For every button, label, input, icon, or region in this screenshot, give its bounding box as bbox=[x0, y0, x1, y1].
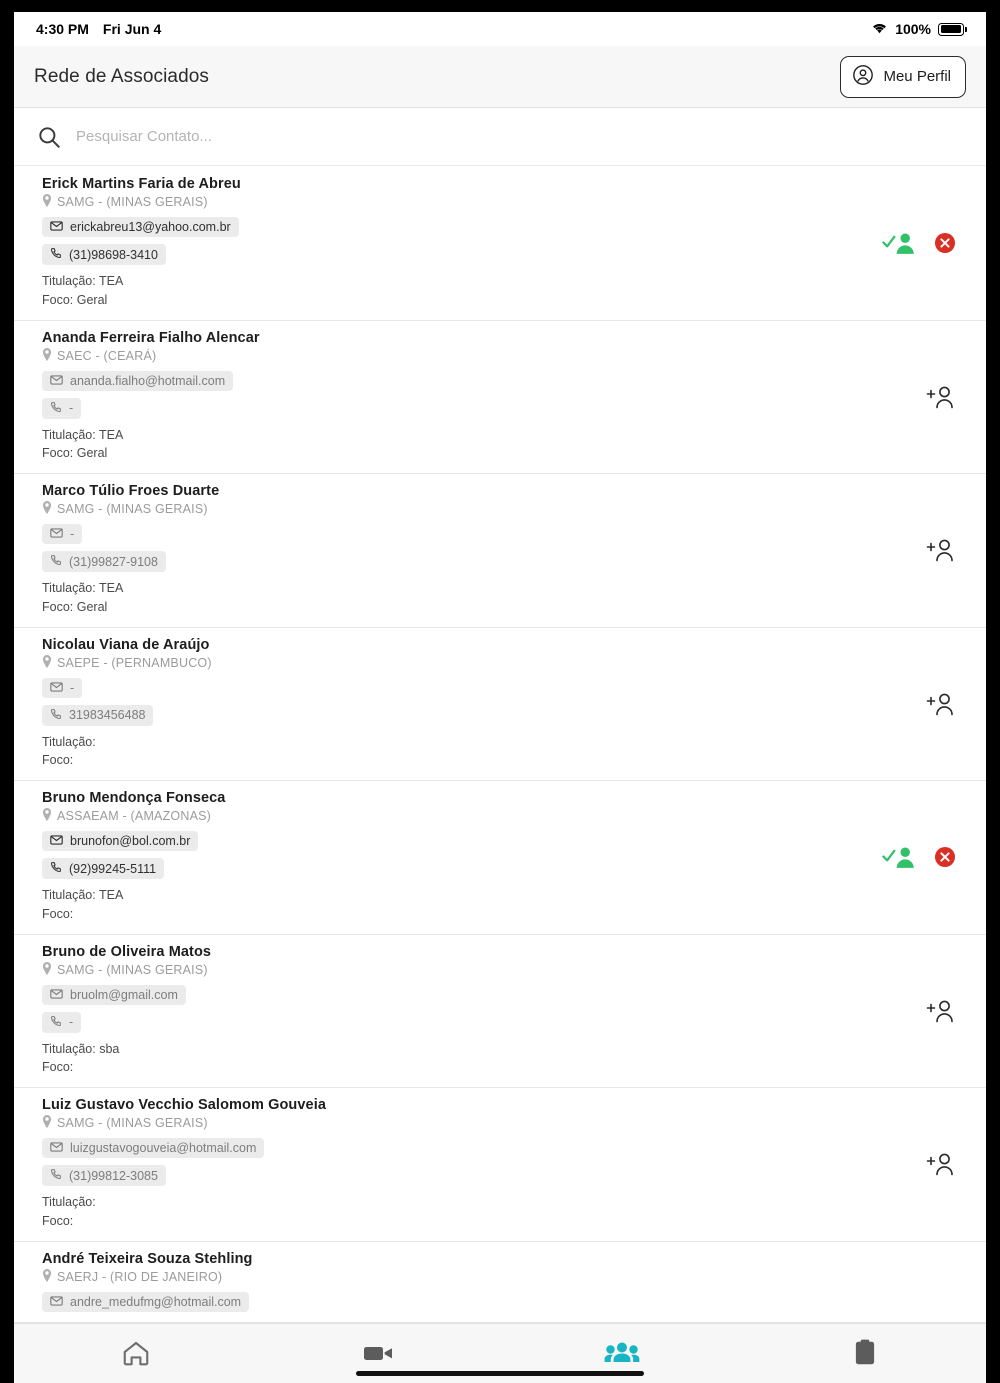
contact-email-chip[interactable] bbox=[42, 1138, 264, 1158]
remove-contact-icon[interactable] bbox=[934, 232, 956, 254]
contact-row[interactable] bbox=[14, 1088, 986, 1242]
contact-location bbox=[42, 1115, 964, 1131]
contact-location-label: SAMG - (MINAS GERAIS) bbox=[57, 1116, 208, 1130]
contact-foco: Foco: Geral bbox=[42, 599, 108, 614]
contact-phone-label: (92)99245-5111 bbox=[69, 861, 157, 876]
mail-icon bbox=[50, 374, 63, 388]
contact-name: Ananda Ferreira Fialho Alencar bbox=[42, 329, 260, 346]
contact-email-row bbox=[42, 1285, 964, 1312]
contact-actions bbox=[882, 230, 956, 256]
contact-email-row bbox=[42, 210, 964, 237]
search-bar bbox=[14, 108, 986, 166]
contact-location bbox=[42, 808, 964, 824]
contact-email-row bbox=[42, 517, 964, 544]
contact-phone-label: (31)99812-3085 bbox=[69, 1168, 158, 1183]
contact-location bbox=[42, 1269, 964, 1285]
contact-name: Luiz Gustavo Vecchio Salomom Gouveia bbox=[42, 1097, 327, 1113]
contact-titulacao: Titulação: TEA bbox=[42, 274, 124, 288]
contact-email-label: ananda.fialho@hotmail.com bbox=[70, 373, 226, 388]
contact-meta bbox=[42, 272, 964, 310]
contact-phone-chip[interactable] bbox=[42, 1165, 166, 1186]
contact-phone-row bbox=[42, 851, 964, 879]
my-profile-button[interactable] bbox=[840, 56, 966, 98]
wifi-icon bbox=[871, 21, 888, 37]
tab-bar bbox=[14, 1323, 986, 1383]
mail-icon bbox=[50, 527, 63, 541]
contact-location bbox=[42, 501, 964, 517]
contact-meta bbox=[42, 733, 964, 771]
status-time: 4:30 PM bbox=[36, 21, 89, 37]
status-bar-left bbox=[36, 21, 161, 37]
contact-foco: Foco: bbox=[42, 1213, 74, 1228]
contact-phone-label: - bbox=[69, 401, 74, 415]
contact-phone-chip[interactable] bbox=[42, 858, 164, 879]
phone-icon bbox=[50, 401, 62, 416]
contact-phone-row bbox=[42, 1158, 964, 1186]
contact-row[interactable] bbox=[14, 166, 986, 321]
mail-icon bbox=[50, 220, 63, 234]
remove-contact-icon[interactable] bbox=[934, 846, 956, 868]
contact-phone-chip[interactable] bbox=[42, 551, 166, 572]
contact-row[interactable] bbox=[14, 628, 986, 782]
tab-network[interactable] bbox=[500, 1340, 743, 1366]
contact-email-chip[interactable] bbox=[42, 985, 186, 1005]
contact-titulacao: Titulação: sba bbox=[42, 1041, 120, 1056]
contact-location-label: SAMG - (MINAS GERAIS) bbox=[57, 502, 208, 516]
contact-email-label: luizgustavogouveia@hotmail.com bbox=[70, 1141, 257, 1155]
contact-location bbox=[42, 655, 964, 671]
contact-list[interactable] bbox=[14, 166, 986, 1323]
contact-foco: Foco: bbox=[42, 906, 74, 921]
screen bbox=[14, 12, 986, 1322]
contact-foco: Foco: bbox=[42, 753, 74, 768]
contact-email-label: brunofon@bol.com.br bbox=[70, 834, 191, 848]
contact-email-chip[interactable] bbox=[42, 524, 82, 544]
mail-icon bbox=[50, 681, 63, 695]
contact-email-chip[interactable] bbox=[42, 217, 239, 237]
contact-titulacao: Titulação: bbox=[42, 734, 96, 749]
contact-phone-row bbox=[42, 391, 964, 419]
contact-titulacao: Titulação: TEA bbox=[42, 888, 124, 902]
contact-email-label: bruolm@gmail.com bbox=[70, 987, 178, 1002]
contact-phone-label: (31)98698-3410 bbox=[69, 247, 158, 262]
contact-phone-row bbox=[42, 237, 964, 265]
mail-icon bbox=[50, 834, 63, 848]
contact-email-row bbox=[42, 824, 964, 851]
contact-email-label: - bbox=[70, 680, 75, 695]
contact-location-label: SAMG - (MINAS GERAIS) bbox=[57, 195, 208, 209]
contact-name: Marco Túlio Froes Duarte bbox=[42, 483, 220, 499]
add-contact-icon[interactable] bbox=[926, 1150, 956, 1178]
mail-icon bbox=[50, 988, 63, 1002]
contact-phone-label: (31)99827-9108 bbox=[69, 554, 158, 569]
contact-location bbox=[42, 348, 964, 364]
contact-phone-row bbox=[42, 698, 964, 726]
phone-icon bbox=[50, 708, 62, 723]
contact-name: Bruno Mendonça Fonseca bbox=[42, 790, 226, 806]
contact-location-label: SAEC - (CEARÁ) bbox=[57, 348, 157, 363]
add-contact-icon[interactable] bbox=[926, 383, 956, 411]
contact-location-label: ASSAEAM - (AMAZONAS) bbox=[57, 809, 212, 823]
contact-meta bbox=[42, 1193, 964, 1231]
location-pin-icon bbox=[42, 962, 52, 978]
phone-icon bbox=[50, 1015, 62, 1030]
phone-icon bbox=[50, 554, 62, 569]
home-indicator bbox=[356, 1371, 644, 1376]
contact-foco: Foco: Geral bbox=[42, 292, 108, 307]
contact-email-row bbox=[42, 671, 964, 698]
contact-phone-row bbox=[42, 544, 964, 572]
connected-check-icon[interactable] bbox=[882, 844, 918, 870]
contact-name: Erick Martins Faria de Abreu bbox=[42, 176, 241, 192]
tab-home[interactable] bbox=[14, 1338, 257, 1368]
contact-name: Nicolau Viana de Araújo bbox=[42, 636, 210, 653]
contact-location bbox=[42, 194, 964, 210]
status-date: Fri Jun 4 bbox=[102, 21, 162, 37]
contact-row[interactable] bbox=[14, 1242, 986, 1323]
contact-meta bbox=[42, 579, 964, 617]
contact-name: Bruno de Oliveira Matos bbox=[42, 943, 212, 960]
battery-icon bbox=[938, 23, 964, 36]
location-pin-icon bbox=[42, 194, 52, 210]
contact-location-label: SAEPE - (PERNAMBUCO) bbox=[57, 655, 212, 670]
contact-email-row bbox=[42, 364, 964, 391]
contact-foco: Foco: Geral bbox=[42, 446, 108, 461]
contact-titulacao: Titulação: bbox=[42, 1195, 96, 1209]
contact-titulacao: Titulação: TEA bbox=[42, 581, 124, 595]
contact-actions bbox=[926, 690, 956, 718]
contact-phone-label: 31983456488 bbox=[69, 708, 146, 722]
status-bar bbox=[14, 12, 986, 46]
status-bar-right bbox=[871, 21, 964, 37]
search-icon bbox=[36, 124, 62, 150]
contact-email-label: andre_medufmg@hotmail.com bbox=[70, 1294, 242, 1309]
contact-actions bbox=[926, 383, 956, 411]
contact-titulacao: Titulação: TEA bbox=[42, 427, 124, 442]
contact-meta bbox=[42, 426, 964, 464]
contact-actions bbox=[926, 536, 956, 564]
contact-actions bbox=[926, 997, 956, 1025]
contact-location-label: SAERJ - (RIO DE JANEIRO) bbox=[57, 1269, 223, 1284]
battery-percent: 100% bbox=[895, 21, 931, 37]
contact-email-row bbox=[42, 978, 964, 1005]
add-contact-icon[interactable] bbox=[926, 536, 956, 564]
phone-icon bbox=[50, 247, 62, 262]
contact-email-row bbox=[42, 1131, 964, 1158]
location-pin-icon bbox=[42, 1269, 52, 1285]
tab-video[interactable] bbox=[257, 1341, 500, 1365]
contact-phone-chip[interactable] bbox=[42, 1012, 81, 1033]
contact-phone-chip[interactable] bbox=[42, 244, 166, 265]
contact-name: André Teixeira Souza Stehling bbox=[42, 1250, 253, 1267]
mail-icon bbox=[50, 1141, 63, 1155]
location-pin-icon bbox=[42, 655, 52, 671]
phone-icon bbox=[50, 861, 62, 876]
contact-row[interactable] bbox=[14, 321, 986, 475]
contact-email-chip[interactable] bbox=[42, 1292, 249, 1312]
location-pin-icon bbox=[42, 1115, 52, 1131]
mail-icon bbox=[50, 1295, 63, 1309]
contact-phone-chip[interactable] bbox=[42, 705, 153, 726]
contact-email-chip[interactable] bbox=[42, 678, 82, 698]
page-title: Rede de Associados bbox=[34, 65, 210, 87]
contact-actions bbox=[882, 844, 956, 870]
contact-meta bbox=[42, 886, 964, 924]
contact-email-chip[interactable] bbox=[42, 831, 198, 851]
my-profile-label: Meu Perfil bbox=[883, 68, 951, 85]
tab-reports[interactable] bbox=[743, 1338, 986, 1368]
location-pin-icon bbox=[42, 501, 52, 517]
connected-check-icon[interactable] bbox=[882, 230, 918, 256]
contact-email-label: - bbox=[70, 527, 75, 541]
location-pin-icon bbox=[42, 808, 52, 824]
person-circle-icon bbox=[852, 64, 874, 90]
contact-foco: Foco: bbox=[42, 1060, 74, 1075]
add-contact-icon[interactable] bbox=[926, 690, 956, 718]
contact-meta bbox=[42, 1040, 964, 1078]
search-input[interactable] bbox=[76, 128, 964, 145]
add-contact-icon[interactable] bbox=[926, 997, 956, 1025]
contact-location-label: SAMG - (MINAS GERAIS) bbox=[57, 962, 208, 977]
contact-phone-chip[interactable] bbox=[42, 398, 81, 419]
contact-row[interactable] bbox=[14, 935, 986, 1089]
location-pin-icon bbox=[42, 348, 52, 364]
contact-row[interactable] bbox=[14, 781, 986, 935]
contact-row[interactable] bbox=[14, 474, 986, 628]
contact-email-label: erickabreu13@yahoo.com.br bbox=[70, 220, 231, 234]
contact-location bbox=[42, 962, 964, 978]
app-header bbox=[14, 46, 986, 108]
contact-actions bbox=[926, 1150, 956, 1178]
contact-email-chip[interactable] bbox=[42, 371, 233, 391]
contact-phone-row bbox=[42, 1005, 964, 1033]
phone-icon bbox=[50, 1168, 62, 1183]
contact-phone-label: - bbox=[69, 1015, 74, 1029]
